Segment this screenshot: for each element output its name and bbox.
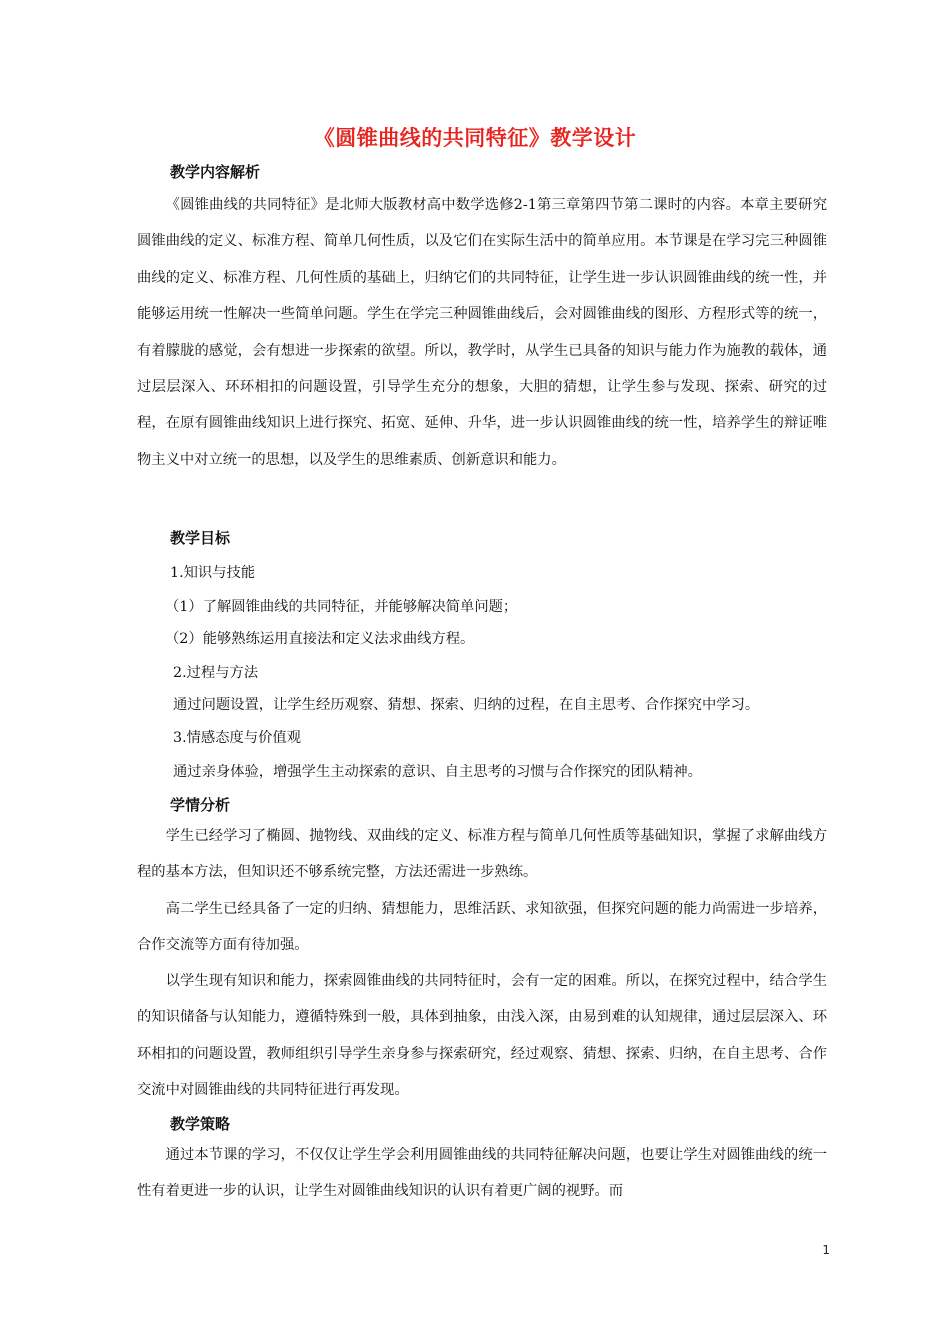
- objective-item-2: （2）能够熟练运用直接法和定义法求曲线方程。: [165, 631, 475, 647]
- heading-objectives: 教学目标: [170, 529, 231, 547]
- paragraph-content-analysis: 《圆锥曲线的共同特征》是北师大版教材高中数学选修2-1第三章第四节第二课时的内容。本章主要研究圆锥曲线的定义、标准方程、简单几何性质，以及它们在实际生活中的简单应用。本节课是在学习完三种圆锥曲线的定义、标准方程、几何性质的基础上，归纳它们的共同特征，让学生进一步认识圆锥曲线的统一性，并能够运用统一性解决一些简单问题。学生在学完三种圆锥曲线后，会对圆锥曲线的图形、方程形式等的统一，有着朦胧的感觉，会有想进一步探索的欲望。所以，教学时，从学生已具备的知识与能力作为施教的载体，通过层层深入、环环相扣的问题设置，引导学生充分的想象，大胆的猜想，让学生参与发现、探索、研究的过程，在原有圆锥曲线知识上进行探究、拓宽、延伸、升华，进一步认识圆锥曲线的统一性，培养学生的辩证唯物主义中对立统一的思想，以及学生的思维素质、创新意识和能力。: [137, 197, 827, 468]
- document-title: 《圆锥曲线的共同特征》教学设计: [313, 126, 637, 150]
- paragraph-student-analysis-2: 高二学生已经具备了一定的归纳、猜想能力，思维活跃、求知欲强，但探究问题的能力尚需进一步培养，合作交流等方面有待加强。: [137, 901, 827, 954]
- objective-process-text: 通过问题设置，让学生经历观察、猜想、探索、归纳的过程，在自主思考、合作探究中学习。: [173, 697, 760, 713]
- objective-process-method: 2.过程与方法: [173, 665, 259, 681]
- heading-strategy: 教学策略: [170, 1115, 231, 1133]
- paragraph-strategy: 通过本节课的学习，不仅仅让学生学会利用圆锥曲线的共同特征解决问题，也要让学生对圆锥曲线的统一性有着更进一步的认识，让学生对圆锥曲线知识的认识有着更广阔的视野。而: [137, 1147, 827, 1200]
- paragraph-student-analysis-1: 学生已经学习了椭圆、抛物线、双曲线的定义、标准方程与简单几何性质等基础知识，掌握了求解曲线方程的基本方法，但知识还不够系统完整，方法还需进一步熟练。: [137, 828, 827, 881]
- objective-attitude: 3.情感态度与价值观: [173, 730, 302, 746]
- objective-item-1: （1）了解圆锥曲线的共同特征，并能够解决简单问题；: [165, 599, 518, 615]
- page-number: 1: [822, 1243, 830, 1257]
- heading-content-analysis: 教学内容解析: [170, 163, 261, 181]
- objective-attitude-text: 通过亲身体验，增强学生主动探索的意识、自主思考的习惯与合作探究的团队精神。: [173, 764, 702, 780]
- objective-knowledge-skills: 1.知识与技能: [170, 565, 256, 581]
- heading-student-analysis: 学情分析: [170, 796, 231, 814]
- paragraph-student-analysis-3: 以学生现有知识和能力，探索圆锥曲线的共同特征时，会有一定的困难。所以，在探究过程中，结合学生的知识储备与认知能力，遵循特殊到一般，具体到抽象，由浅入深，由易到难的认知规律，通过层层深入、环环相扣的问题设置，教师组织引导学生亲身参与探索研究，经过观察、猜想、探索、归纳，在自主思考、合作交流中对圆锥曲线的共同特征进行再发现。: [137, 973, 827, 1099]
